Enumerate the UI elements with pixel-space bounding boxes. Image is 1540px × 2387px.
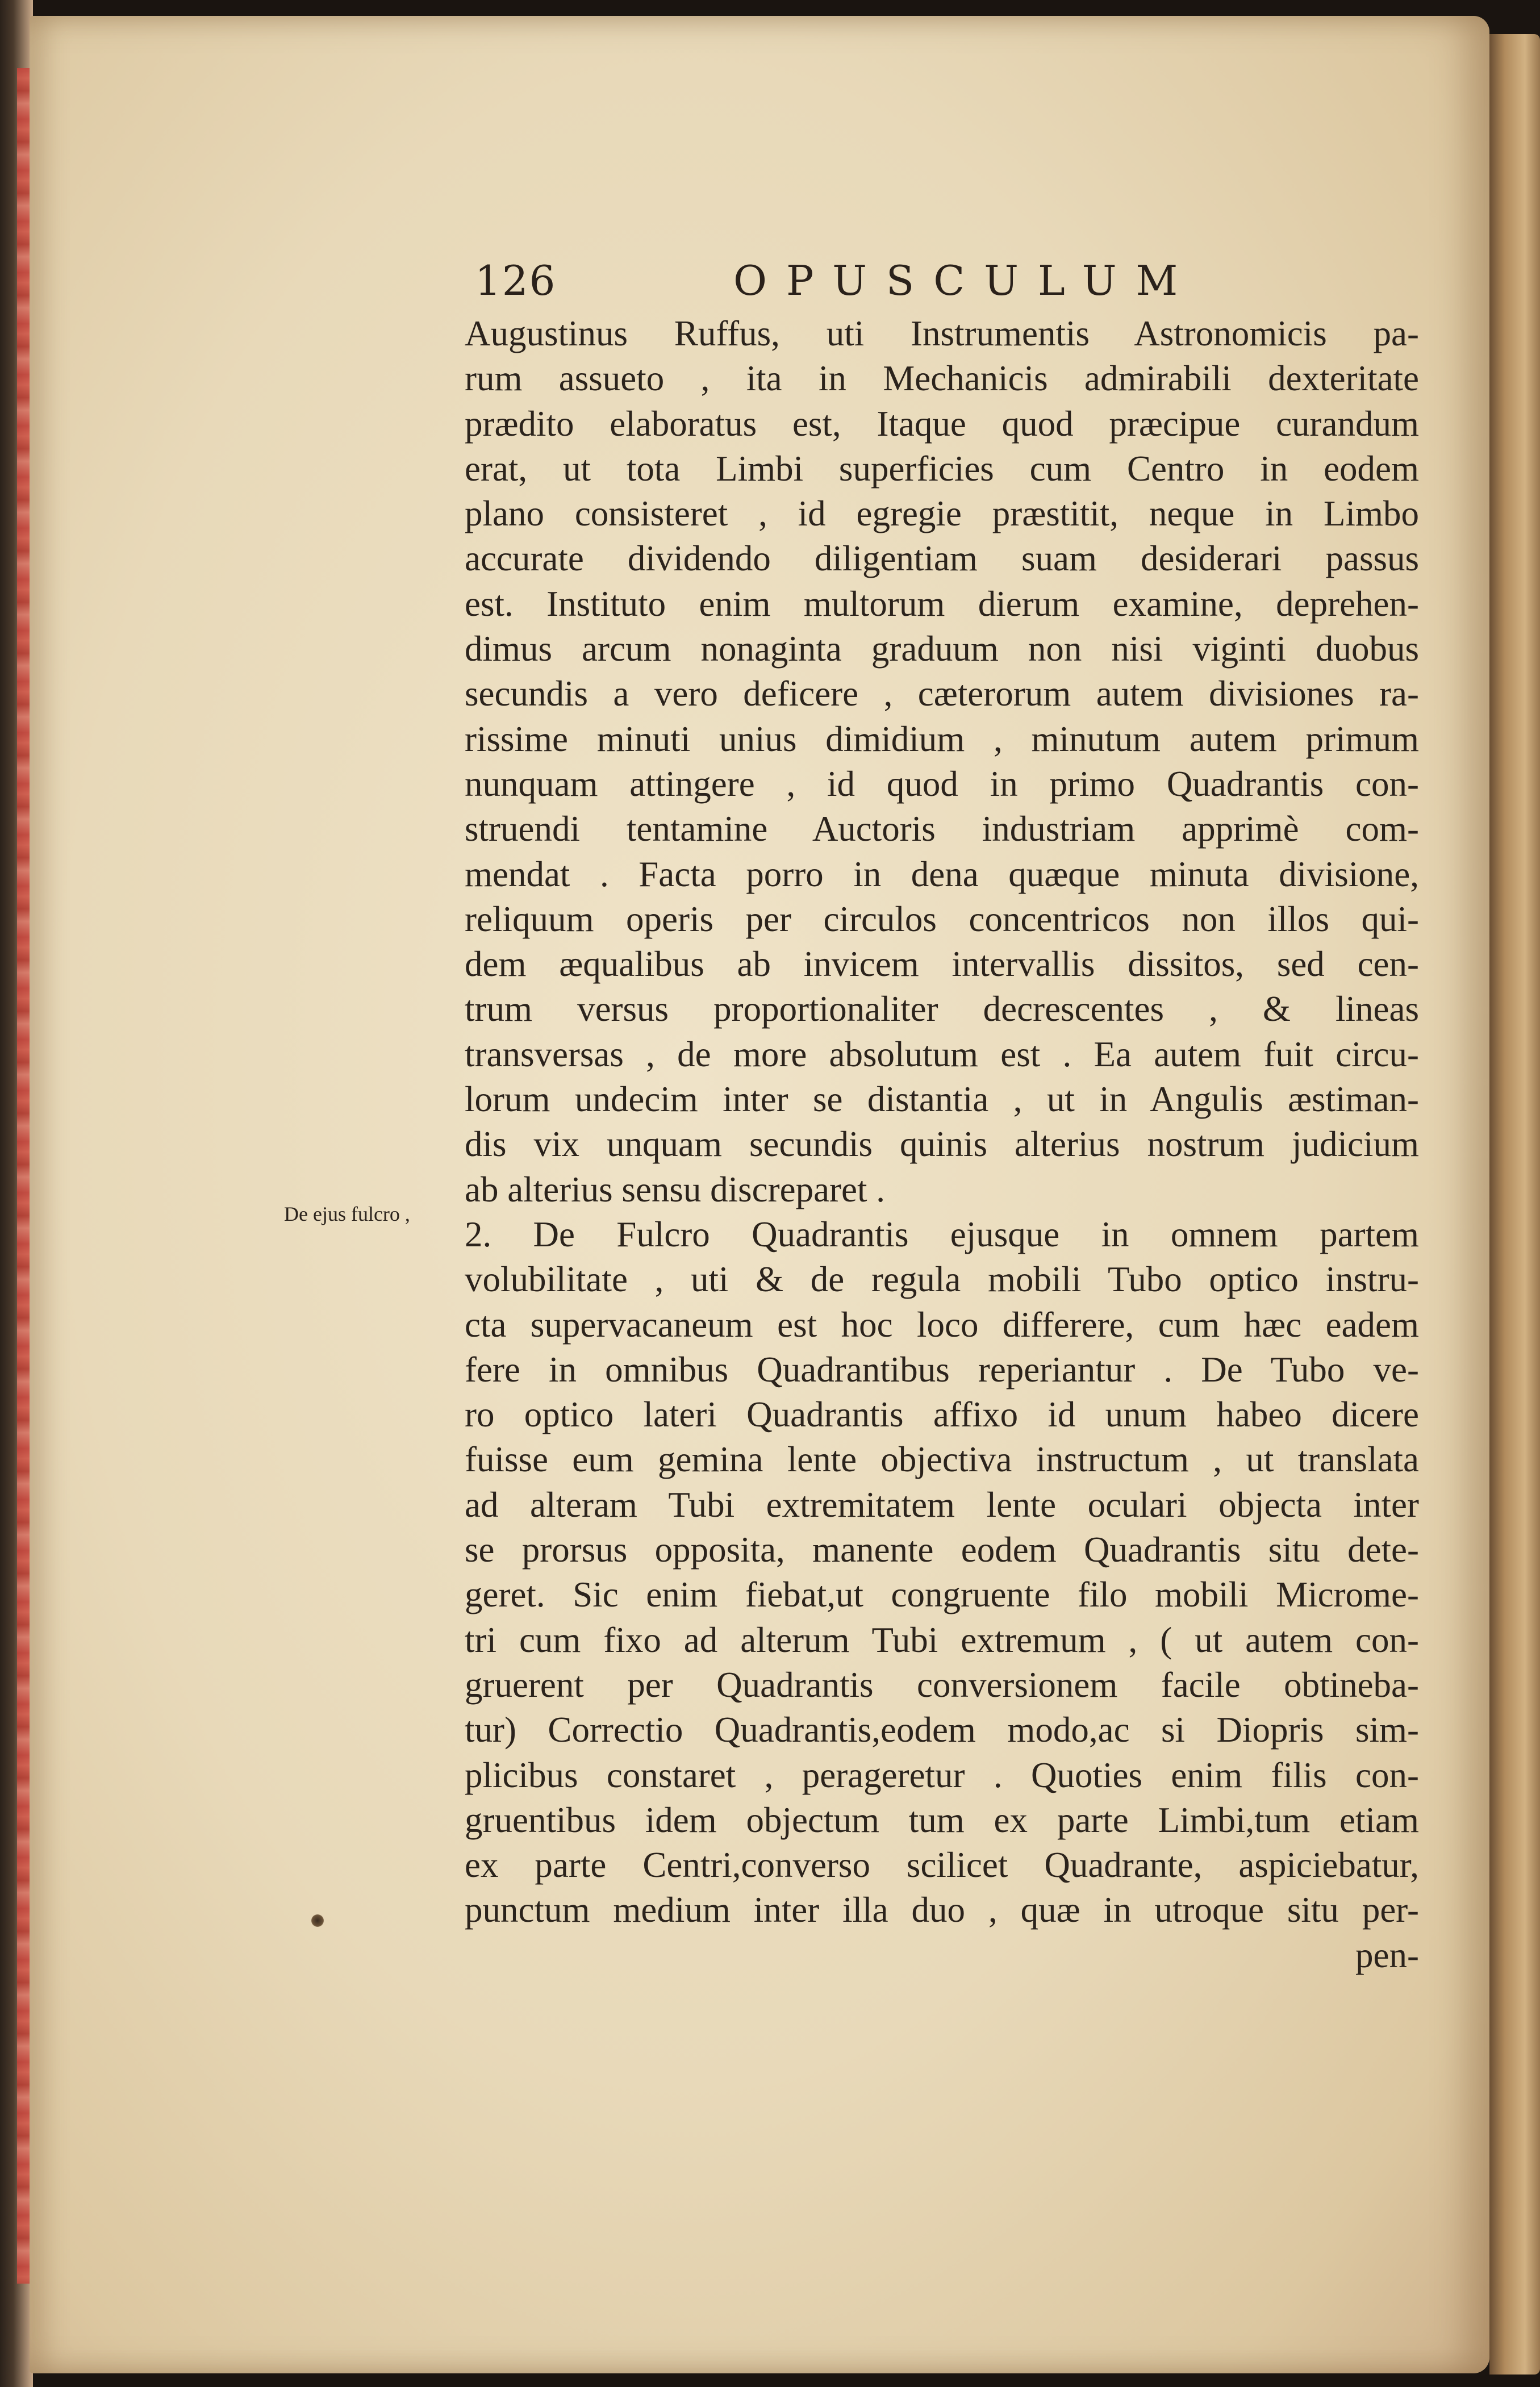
- text-line: ab alterius sensu discreparet .: [465, 1169, 885, 1209]
- text-line: mendat . Facta porro in dena quæque minuta divisione,: [465, 854, 1419, 894]
- text-line: tur) Correctio Quadrantis,eodem modo,ac si Diopris sim-: [465, 1710, 1419, 1750]
- text-line: 2. De Fulcro Quadrantis ejusque in omnem partem: [465, 1214, 1419, 1254]
- text-line: lorum undecim inter se distantia , ut in Angulis æstiman-: [465, 1079, 1419, 1120]
- page-heading: OPUSCULUM: [733, 257, 1197, 304]
- text-line: ad alteram Tubi extremitatem lente oculari objecta inter: [465, 1484, 1419, 1525]
- text-line: struendi tentamine Auctoris industriam apprimè com-: [465, 809, 1419, 849]
- text-line: dis vix unquam secundis quinis alterius nostrum judicium: [465, 1124, 1419, 1165]
- text-line: plicibus constaret , perageretur . Quoties enim filis con-: [465, 1755, 1419, 1795]
- text-line: se prorsus opposita, manente eodem Quadrantis situ dete-: [465, 1530, 1419, 1570]
- text-line: geret. Sic enim fiebat,ut congruente filo mobili Microme-: [465, 1575, 1419, 1615]
- text-line: erat, ut tota Limbi superficies cum Centro in eodem: [465, 448, 1419, 489]
- text-line: tri cum fixo ad alterum Tubi extremum , ( ut autem con-: [465, 1620, 1419, 1660]
- text-line: dimus arcum nonaginta graduum non nisi viginti duobus: [465, 629, 1419, 669]
- running-head: [475, 257, 1407, 314]
- next-page-edge: [1489, 34, 1540, 2375]
- text-line: fere in omnibus Quadrantibus reperiantur . De Tubo ve-: [465, 1349, 1419, 1389]
- text-line: secundis a vero deficere , cæterorum autem divisiones ra-: [465, 674, 1419, 714]
- text-line: gruerent per Quadrantis conversionem facile obtineba-: [465, 1664, 1419, 1705]
- text-line: punctum medium inter illa duo , quæ in utroque situ per-: [465, 1890, 1419, 1930]
- text-line: rum assueto , ita in Mechanicis admirabili dexteritate: [465, 358, 1419, 399]
- page-number: 126: [475, 257, 557, 304]
- text-line: prædito elaboratus est, Itaque quod præcipue curandum: [465, 403, 1419, 444]
- text-line: cta supervacaneum est hoc loco differere, cum hæc eadem: [465, 1304, 1419, 1345]
- text-line: volubilitate , uti & de regula mobili Tubo optico instru-: [465, 1259, 1419, 1300]
- text-line: ro optico lateri Quadrantis affixo id unum habeo dicere: [465, 1395, 1419, 1435]
- text-line: rissime minuti unius dimidium , minutum autem primum: [465, 719, 1419, 759]
- body-text: [465, 311, 1419, 1978]
- text-line: est. Instituto enim multorum dierum examine, deprehen-: [465, 583, 1419, 624]
- text-line: transversas , de more absolutum est . Ea autem fuit circu-: [465, 1034, 1419, 1074]
- margin-note: De ejus fulcro ,: [284, 1203, 410, 1225]
- red-page-edge: [17, 68, 31, 2284]
- text-line: nunquam attingere , id quod in primo Quadrantis con-: [465, 763, 1419, 804]
- text-line: ex parte Centri,converso scilicet Quadrante, aspiciebatur,: [465, 1845, 1419, 1885]
- text-line: dem æqualibus ab invicem intervallis dissitos, sed cen-: [465, 944, 1419, 984]
- text-line: accurate dividendo diligentiam suam desiderari passus: [465, 539, 1419, 579]
- text-line: gruentibus idem objectum tum ex parte Limbi,tum etiam: [465, 1800, 1419, 1840]
- text-line: trum versus proportionaliter decrescentes , & lineas: [465, 989, 1419, 1029]
- text-line: reliquum operis per circulos concentricos non illos qui-: [465, 899, 1419, 939]
- text-line: fuisse eum gemina lente objectiva instructum , ut translata: [465, 1439, 1419, 1480]
- text-line: plano consisteret , id egregie præstitit, neque in Limbo: [465, 494, 1419, 534]
- ink-stain: [311, 1914, 324, 1927]
- catchword: pen-: [1355, 1935, 1419, 1975]
- text-line: Augustinus Ruffus, uti Instrumentis Astronomicis pa-: [465, 314, 1419, 353]
